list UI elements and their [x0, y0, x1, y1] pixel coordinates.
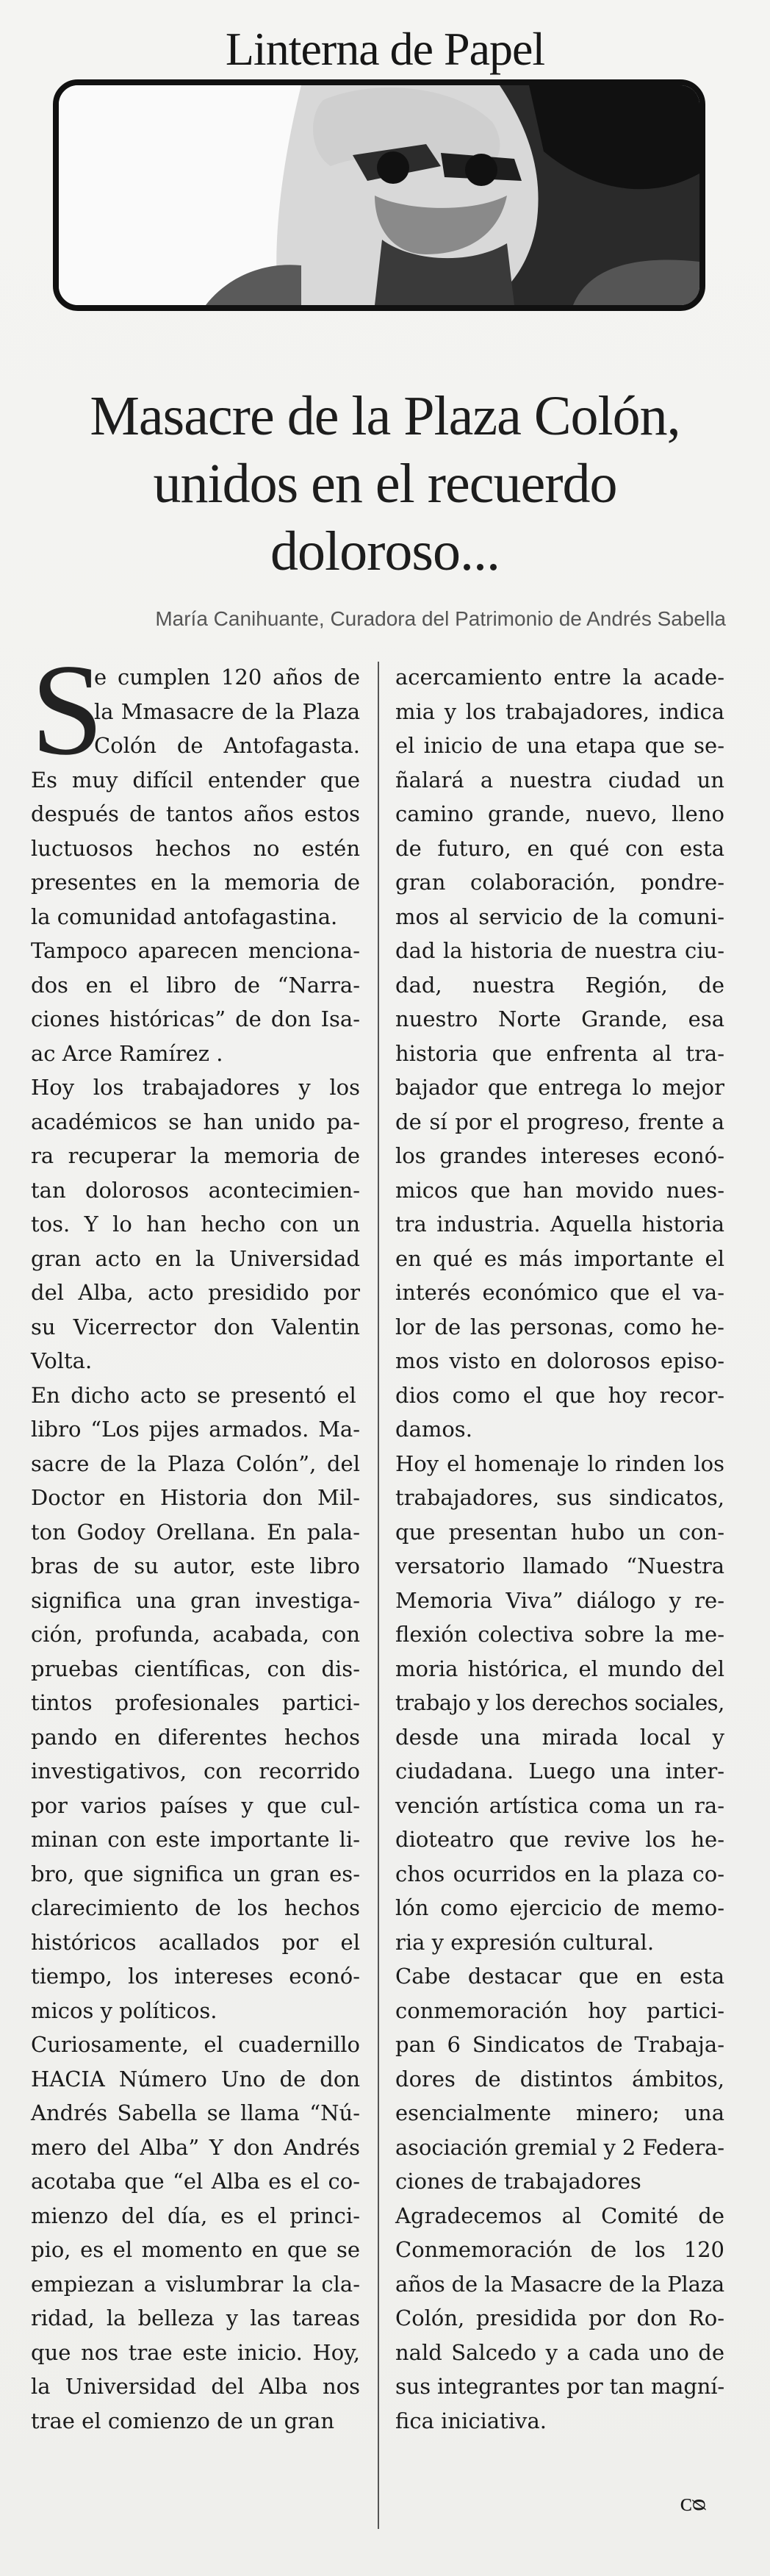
article-text-line: Hoy los trabajadores y los [31, 1075, 360, 1100]
article-text-line: la Universidad del Alba nos [31, 2374, 360, 2399]
article-text-line: mia y los trabajadores, indica [395, 698, 724, 724]
article-text-line: Colón de Antofagasta. [94, 733, 360, 758]
article-text-line: pio, es el momento en que se [31, 2237, 360, 2262]
headline-line: unidos en el recuerdo [153, 453, 617, 515]
article-text-line: acercamiento entre la acade- [395, 665, 724, 690]
article-text-line: Es muy difícil entender que [31, 767, 360, 793]
article-text-line: su Vicerrector don Valentin [31, 1314, 360, 1339]
article-text-line: chos ocurridos en la plaza co- [395, 1861, 724, 1886]
article-text-line: dad la historia de nuestra ciu- [395, 938, 724, 963]
article-text-line: el inicio de una etapa que se- [395, 733, 724, 758]
article-text-line: tra industria. Aquella historia [395, 1212, 724, 1237]
columnist-portrait-image [53, 79, 705, 311]
article-text-line: damos. [395, 1417, 472, 1442]
article-text-line: libro “Los pijes armados. Ma- [31, 1417, 360, 1442]
portrait-illustration [59, 85, 699, 305]
article-text-line: la Mmasacre de la Plaza [94, 698, 360, 724]
article-text-line: mos visto en dolorosos episo- [395, 1348, 724, 1373]
article-text-line: que nos trae este inicio. Hoy, [31, 2339, 360, 2365]
article-text-line: dioteatro que revive los he- [395, 1827, 724, 1852]
article-text-line: gran acto en la Universidad [31, 1245, 360, 1271]
article-text-line: Agradecemos al Comité de [395, 2203, 724, 2228]
article-text-line: fica iniciativa. [395, 2408, 547, 2433]
article-text-line: ra recuperar la memoria de [31, 1143, 360, 1168]
article-text-line: mienzo del día, es el princi- [31, 2203, 360, 2228]
article-text-line: Andrés Sabella se llama “Nú- [31, 2100, 360, 2125]
article-text-line: ciones históricas” de don Isa- [31, 1006, 360, 1031]
article-text-line: gran colaboración, pondre- [395, 870, 724, 895]
article-text-line: del Alba, acto presidido por [31, 1280, 360, 1305]
article-text-line: lón como ejercicio de memo- [395, 1895, 724, 1920]
article-text-line: asociación gremial y 2 Federa- [395, 2134, 724, 2160]
article-text-line: académicos se han unido pa- [31, 1109, 360, 1134]
article-text-line: vención artística coma un ra- [395, 1792, 724, 1818]
article-text-line: Conmemoración de los 120 [395, 2237, 724, 2262]
article-text-line: en qué es más importante el [395, 1245, 724, 1271]
article-text-line: ñalará a nuestra ciudad un [395, 767, 724, 793]
article-text-line: Hoy el homenaje lo rinden los [395, 1450, 724, 1476]
article-text-line: mero del Alba” Y don Andrés [31, 2134, 360, 2160]
section-masthead: Linterna de Papel [225, 23, 545, 75]
article-text-line: Colón, presidida por don Ro- [395, 2305, 724, 2330]
article-text-line: ción, profunda, acabada, con [31, 1622, 360, 1647]
article-column-left [31, 660, 360, 2438]
article-text-line: minan con este importante li- [31, 1827, 360, 1852]
article-text-line: ciudadana. Luego una inter- [395, 1759, 724, 1783]
article-text-line: ton Godoy Orellana. En pala- [31, 1519, 360, 1545]
article-text-line: que presentan hubo un con- [395, 1519, 724, 1545]
article-text-line: empiezan a vislumbrar la cla- [31, 2271, 360, 2297]
article-text-line: camino grande, nuevo, lleno [395, 801, 724, 826]
article-text-line: HACIA Número Uno de don [31, 2066, 360, 2092]
article-text-line: flexión colectiva sobre la me- [395, 1622, 724, 1647]
article-text-line: por varios países y que cul- [31, 1792, 360, 1818]
article-text-line: sus integrantes por tan magní- [395, 2374, 724, 2399]
article-text-line: Memoria Viva” diálogo y re- [395, 1587, 724, 1613]
article-text-line: trabajo y los derechos sociales, [395, 1690, 724, 1715]
article-text-line: históricos acallados por el [31, 1929, 360, 1955]
article-text-line: dores de distintos ámbitos, [395, 2066, 724, 2092]
article-text-line: la comunidad antofagastina. [31, 904, 338, 929]
end-of-article-mark: ᴄᴓ [680, 2489, 706, 2516]
article-text-line: Cabe destacar que en esta [395, 1964, 724, 1989]
article-headline [44, 382, 726, 585]
article-text-line: ciones de trabajadores [395, 2169, 641, 2194]
article-text-line: En dicho acto se presentó el [31, 1382, 356, 1408]
drop-cap-letter: S [31, 637, 104, 782]
article-text-line: tiempo, los intereses econó- [31, 1964, 360, 1989]
article-text-line: dos en el libro de “Narra- [31, 972, 360, 998]
article-text-line: acotaba que “el Alba es el co- [31, 2169, 360, 2194]
article-text-line: micos que han movido nues- [395, 1177, 724, 1203]
article-text-line: significa una gran investiga- [31, 1587, 360, 1613]
article-text-line: mos al servicio de la comuni- [395, 904, 724, 929]
article-text-line: tos. Y lo han hecho con un [31, 1212, 360, 1237]
article-text-line: bras de su autor, este libro [31, 1553, 360, 1578]
article-text-line: lor de las personas, como he- [395, 1314, 724, 1339]
article-text-line: Doctor en Historia don Mil- [31, 1485, 360, 1510]
article-text-line: dad, nuestra Región, de [395, 972, 724, 998]
article-text-line: los grandes intereses econó- [395, 1143, 724, 1168]
column-divider [378, 662, 379, 2529]
article-text-line: versatorio llamado “Nuestra [395, 1553, 724, 1578]
article-text-line: nuestro Norte Grande, esa [395, 1006, 724, 1031]
article-text-line: ac Arce Ramírez . [31, 1040, 223, 1066]
article-text-line: Volta. [31, 1348, 93, 1373]
article-text-line: bro, que significa un gran es- [31, 1861, 360, 1886]
article-text-line: ria y expresión cultural. [395, 1929, 655, 1955]
article-text-line: ridad, la belleza y las tareas [31, 2305, 360, 2330]
article-text-line: historia que enfrenta al tra- [395, 1040, 724, 1066]
article-text-line: trabajadores, sus sindicatos, [395, 1485, 724, 1510]
article-column-right [395, 660, 724, 2438]
article-text-line: de futuro, en qué con esta [395, 835, 724, 861]
article-text-line: pruebas científicas, con dis- [31, 1656, 360, 1681]
article-text-line: pando en diferentes hechos [31, 1724, 360, 1750]
article-text-line: pan 6 Sindicatos de Trabaja- [395, 2032, 724, 2057]
article-text-line: e cumplen 120 años de [94, 665, 360, 690]
article-text-line: clarecimiento de los hechos [31, 1895, 360, 1920]
article-text-line: sacre de la Plaza Colón”, del [31, 1450, 360, 1476]
article-text-line: presentes en la memoria de [31, 870, 360, 895]
article-text-line: nald Salcedo y a cada uno de [395, 2339, 724, 2365]
article-text-line: tintos profesionales partici- [31, 1690, 360, 1715]
article-text-line: conmemoración hoy partici- [395, 1997, 724, 2023]
article-text-line: investigativos, con recorrido [31, 1759, 360, 1783]
article-text-line: tan dolorosos acontecimien- [31, 1177, 360, 1203]
article-text-line: trae el comienzo de un gran [31, 2408, 335, 2433]
article-text-line: dios como el que hoy recor- [395, 1382, 724, 1408]
headline-line: doloroso... [270, 520, 500, 582]
article-text-line: moria histórica, el mundo del [395, 1656, 724, 1681]
article-text-line: luctuosos hechos no estén [31, 835, 360, 861]
article-text-line: micos y políticos. [31, 1997, 217, 2023]
article-text-line: de sí por el progreso, frente a [395, 1109, 724, 1134]
article-text-line: después de tantos años estos [31, 801, 360, 826]
article-text-line: esencialmente minero; una [395, 2100, 724, 2125]
article-text-line: años de la Masacre de la Plaza [395, 2271, 724, 2297]
article-text-line: Curiosamente, el cuadernillo [31, 2032, 360, 2057]
headline-line: Masacre de la Plaza Colón, [90, 385, 680, 447]
article-text-line: bajador que entrega lo mejor [395, 1075, 724, 1100]
article-text-line: desde una mirada local y [395, 1724, 724, 1750]
article-text-line: interés económico que el va- [395, 1280, 724, 1305]
article-byline: María Canihuante, Curadora del Patrimonio de Andrés Sabella [155, 607, 726, 630]
article-text-line: Tampoco aparecen menciona- [31, 938, 360, 963]
